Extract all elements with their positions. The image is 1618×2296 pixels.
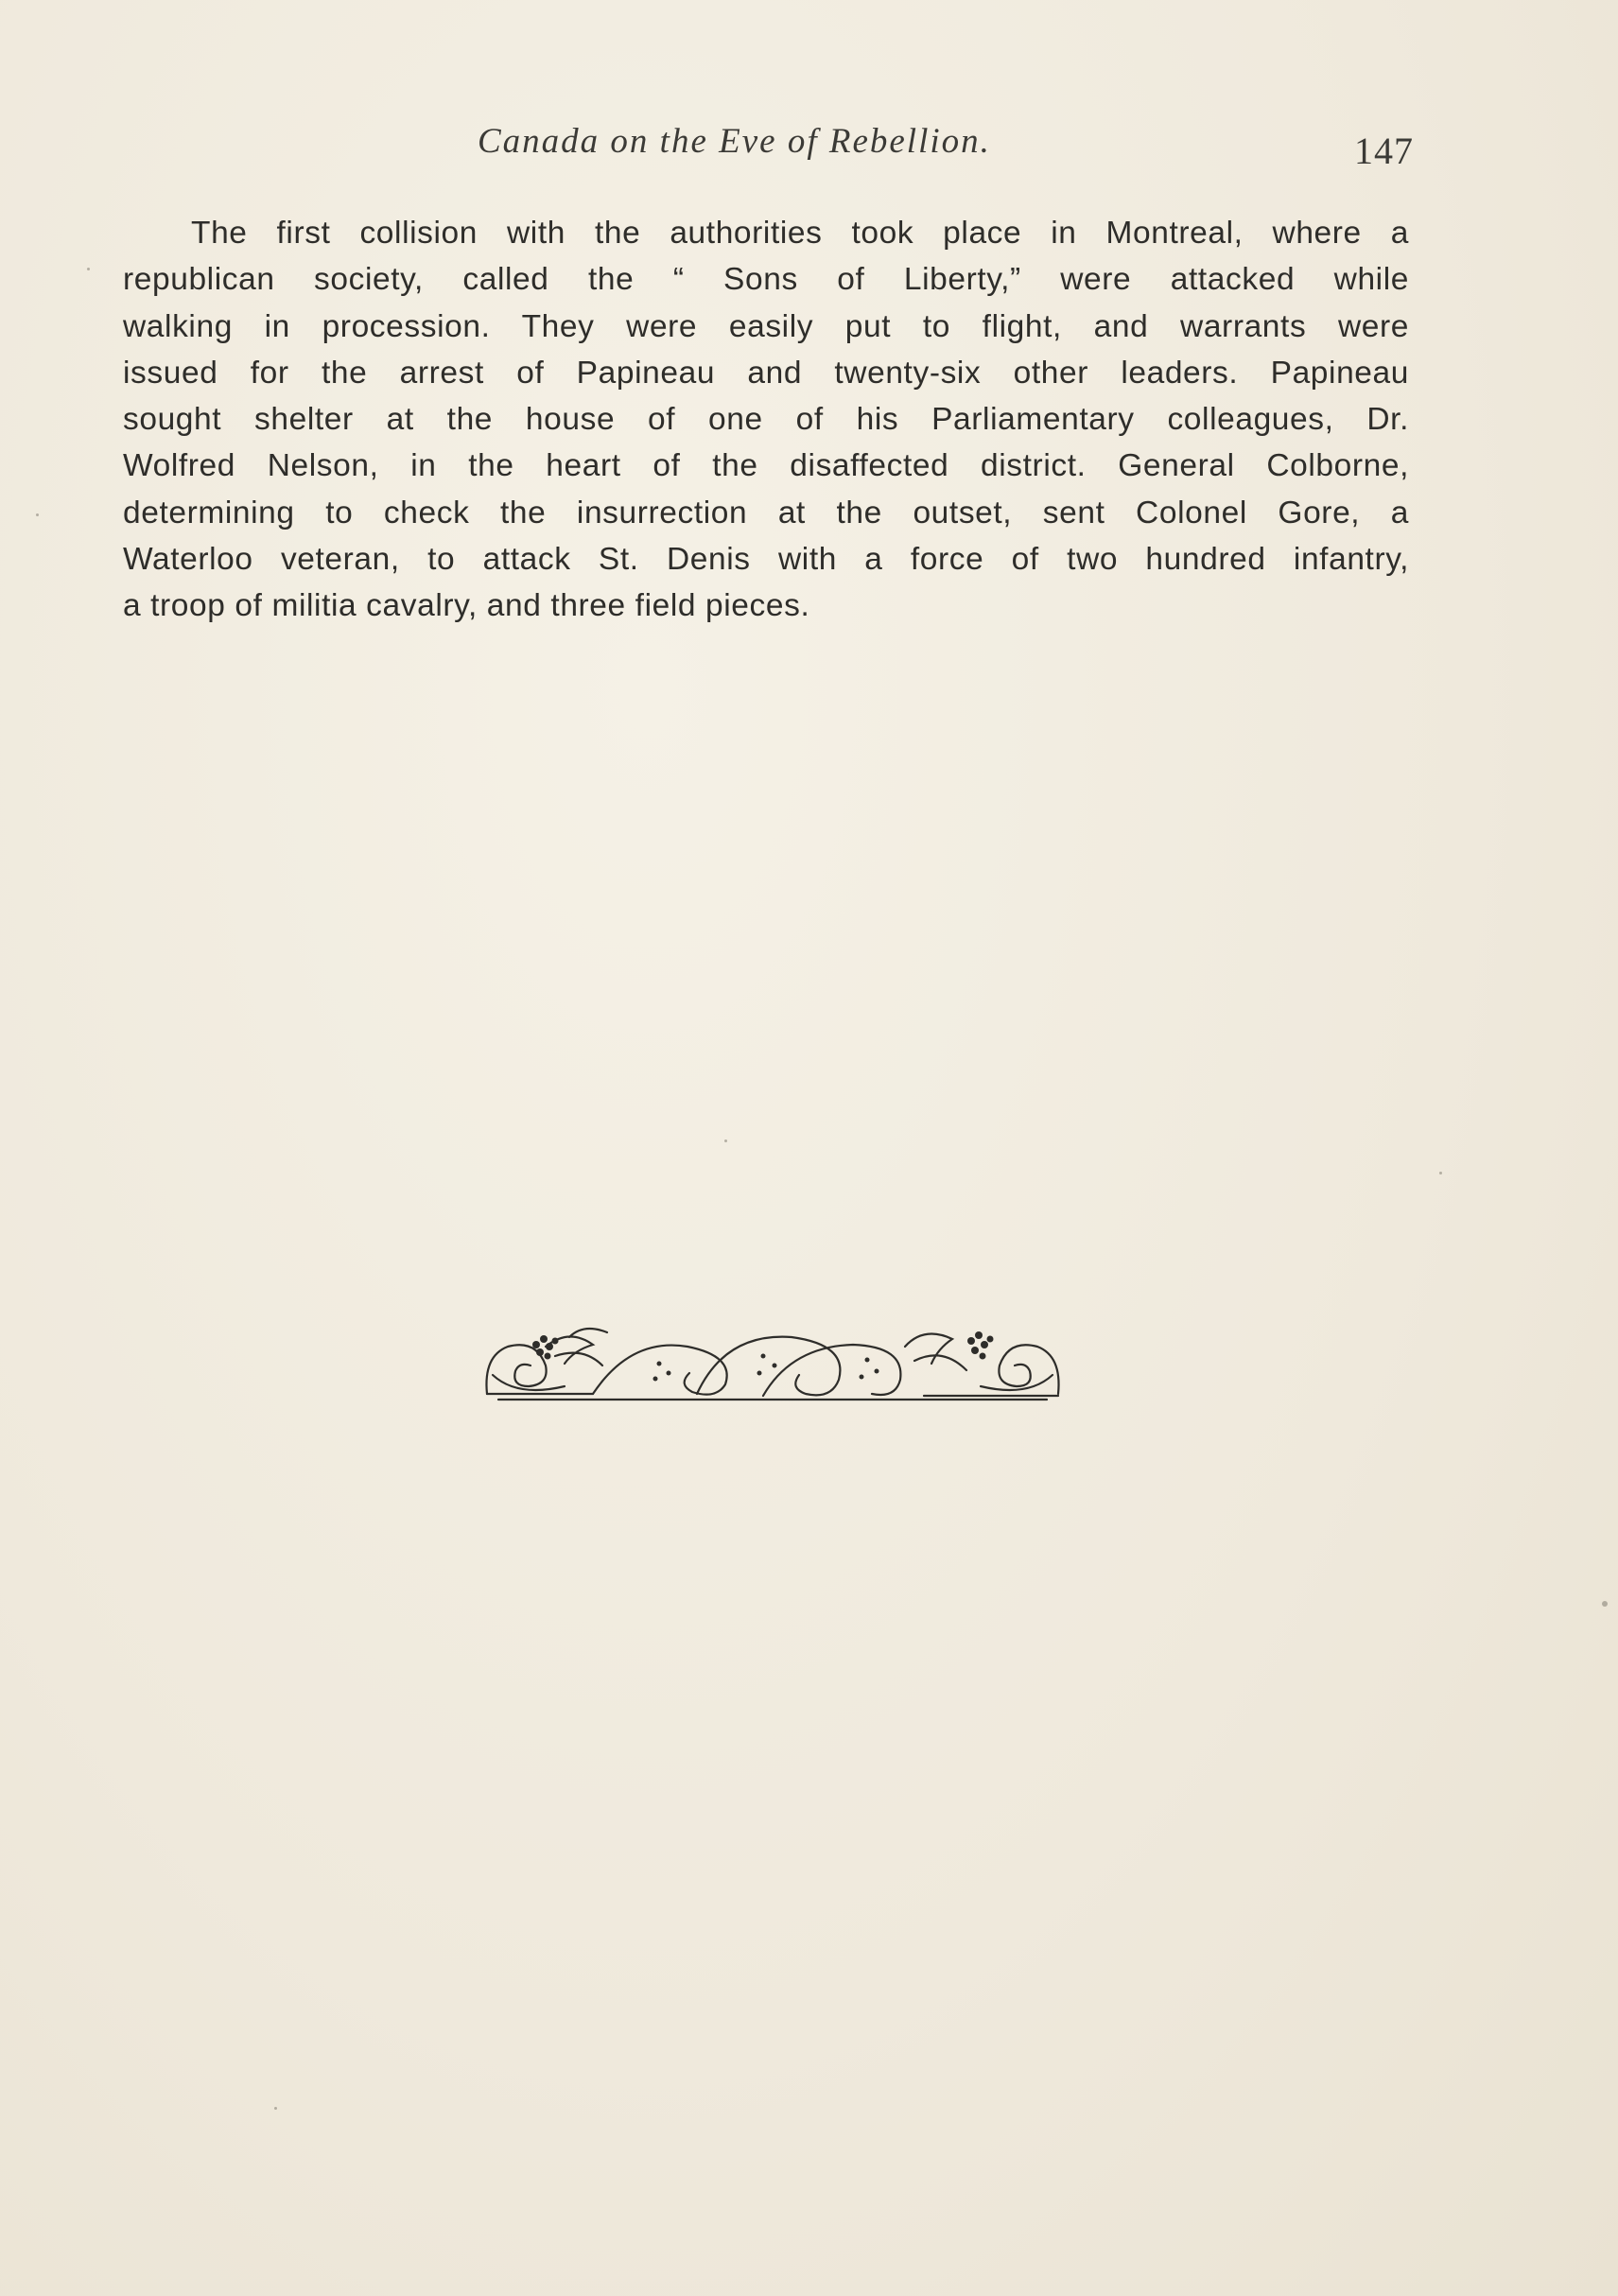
text-line: a troop of militia cavalry, and three field pieces. <box>123 588 810 624</box>
paper-speck <box>1439 1172 1442 1174</box>
paper-speck <box>724 1139 727 1142</box>
body-paragraph <box>123 210 1409 630</box>
text-line: Waterloo veteran, to attack St. Denis with a force of two hundred infantry, <box>123 542 1409 578</box>
text-line: determining to check the insurrection at the outset, sent Colonel Gore, a <box>123 495 1409 531</box>
text-line: issued for the arrest of Papineau and twenty-six other leaders. Papineau <box>123 355 1409 391</box>
text-line: The first collision with the authorities took place in Montreal, where a <box>191 216 1409 251</box>
paper-speck <box>1602 1601 1608 1607</box>
text-line: Wolfred Nelson, in the heart of the disaffected district. General Colborne, <box>123 448 1409 484</box>
paper-speck <box>87 268 90 270</box>
running-head <box>0 121 1618 178</box>
paper-speck <box>36 513 39 516</box>
tailpiece-ornament-icon <box>479 1318 1066 1403</box>
page-number: 147 <box>1354 130 1414 172</box>
running-title: Canada on the Eve of Rebellion. <box>478 122 991 161</box>
text-line: walking in procession. They were easily put to flight, and warrants were <box>123 308 1409 344</box>
paper-speck <box>274 2107 277 2110</box>
text-line: sought shelter at the house of one of his Parliamentary colleagues, Dr. <box>123 402 1409 438</box>
text-line: republican society, called the “ Sons of Liberty,” were attacked while <box>123 262 1409 298</box>
